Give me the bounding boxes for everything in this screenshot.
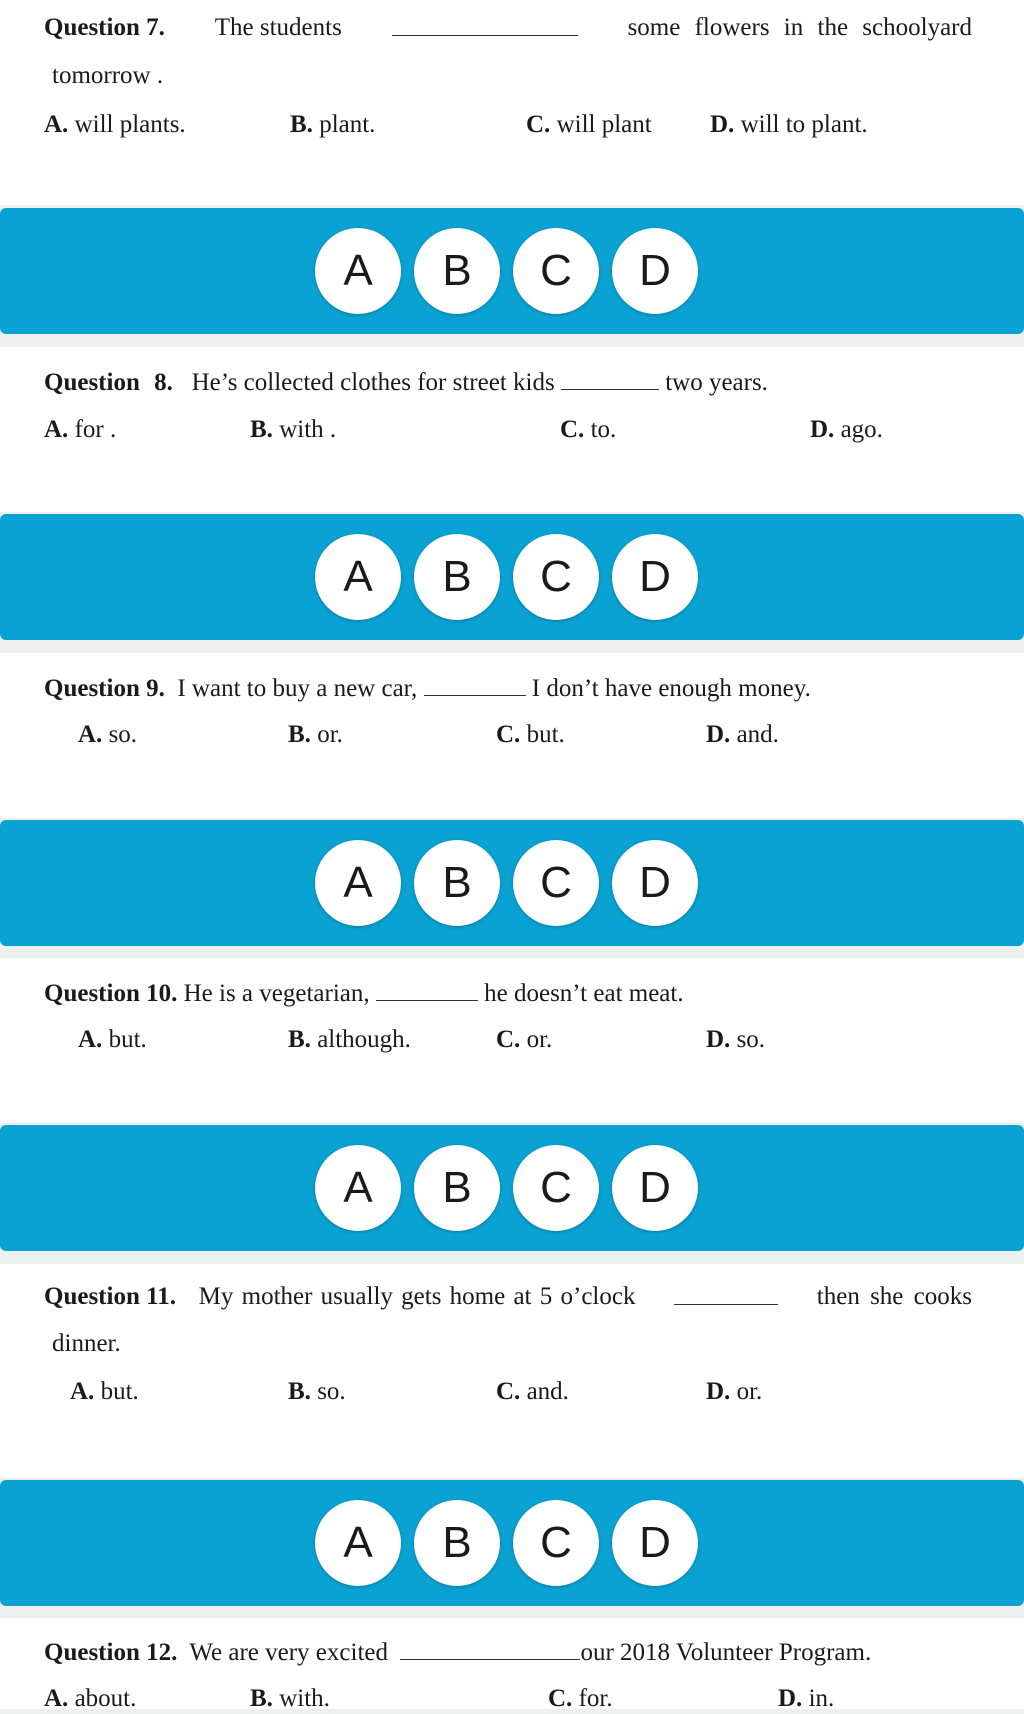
question-label: Question 7. bbox=[44, 14, 165, 41]
answer-button-d[interactable]: D bbox=[612, 1500, 698, 1586]
option-text: and. bbox=[526, 1378, 569, 1405]
answer-button-b[interactable]: B bbox=[414, 228, 500, 314]
answer-button-c[interactable]: C bbox=[513, 228, 599, 314]
option-text: or. bbox=[526, 1026, 553, 1053]
option-d[interactable] bbox=[706, 720, 779, 750]
option-letter: D. bbox=[710, 111, 735, 138]
question-11-continuation: dinner. bbox=[52, 1330, 121, 1357]
question-label: Question 12. bbox=[44, 1639, 178, 1666]
option-letter: C. bbox=[496, 1026, 521, 1053]
option-text: or. bbox=[317, 721, 343, 748]
question-card-7 bbox=[0, 0, 1024, 205]
question-text-before: He is a vegetarian, bbox=[183, 980, 370, 1007]
answer-button-c[interactable]: C bbox=[513, 1500, 599, 1586]
option-letter: A. bbox=[44, 416, 69, 443]
question-label: Question 10. bbox=[44, 980, 178, 1007]
option-letter: A. bbox=[78, 1026, 103, 1053]
answer-button-a[interactable]: A bbox=[315, 1145, 401, 1231]
answer-button-d[interactable]: D bbox=[612, 534, 698, 620]
answer-button-c[interactable]: C bbox=[513, 840, 599, 926]
option-text: will plant bbox=[556, 111, 652, 138]
option-d[interactable] bbox=[706, 1377, 762, 1407]
option-letter: C. bbox=[496, 1378, 521, 1405]
option-text: so. bbox=[108, 721, 138, 748]
option-letter: B. bbox=[290, 111, 313, 138]
option-letter: D. bbox=[706, 1026, 731, 1053]
question-12-stem bbox=[44, 1637, 871, 1668]
option-text: so. bbox=[736, 1026, 766, 1053]
option-a[interactable] bbox=[44, 110, 186, 140]
question-10-stem bbox=[44, 978, 684, 1009]
answer-button-b[interactable]: B bbox=[414, 1145, 500, 1231]
option-text: will to plant. bbox=[740, 111, 868, 138]
answer-button-a[interactable]: A bbox=[315, 228, 401, 314]
option-letter: D. bbox=[706, 1378, 731, 1405]
option-c[interactable] bbox=[496, 720, 565, 750]
answer-blank bbox=[376, 978, 478, 1001]
question-text-after: he doesn’t eat meat. bbox=[484, 980, 684, 1007]
answer-button-c[interactable]: C bbox=[513, 534, 599, 620]
answer-button-a[interactable]: A bbox=[315, 534, 401, 620]
option-text: but. bbox=[108, 1026, 147, 1053]
question-text-before: He’s collected clothes for street kids bbox=[191, 369, 555, 396]
question-11-stem bbox=[44, 1282, 972, 1312]
option-d[interactable] bbox=[706, 1025, 765, 1055]
option-b[interactable] bbox=[250, 415, 336, 445]
answer-button-d[interactable]: D bbox=[612, 840, 698, 926]
option-letter: A. bbox=[70, 1378, 95, 1405]
option-letter: C. bbox=[560, 416, 585, 443]
option-d[interactable] bbox=[810, 415, 883, 445]
option-a[interactable] bbox=[78, 720, 137, 750]
question-text-before: I want to buy a new car, bbox=[177, 675, 418, 702]
question-text-after: I don’t have enough money. bbox=[531, 675, 811, 702]
answer-button-d[interactable]: D bbox=[612, 1145, 698, 1231]
option-b[interactable] bbox=[250, 1684, 330, 1714]
answer-button-c[interactable]: C bbox=[513, 1145, 599, 1231]
option-text: about. bbox=[74, 1685, 137, 1712]
question-card-11 bbox=[0, 1264, 1024, 1478]
question-text-after: some flowers in the schoolyard bbox=[627, 14, 972, 41]
answer-blank bbox=[674, 1282, 778, 1305]
question-text-after: two years. bbox=[665, 369, 768, 396]
question-text-after: our 2018 Volunteer Program. bbox=[580, 1639, 872, 1666]
option-letter: B. bbox=[288, 1378, 311, 1405]
option-letter: B. bbox=[288, 721, 311, 748]
option-c[interactable] bbox=[496, 1025, 552, 1055]
option-a[interactable] bbox=[44, 415, 116, 445]
answer-bar-10 bbox=[0, 1125, 1024, 1251]
question-card-12 bbox=[0, 1618, 1024, 1712]
answer-bar-11 bbox=[0, 1480, 1024, 1606]
option-b[interactable] bbox=[288, 1025, 411, 1055]
option-d[interactable] bbox=[778, 1684, 834, 1714]
option-a[interactable] bbox=[44, 1684, 136, 1714]
question-card-8 bbox=[0, 347, 1024, 512]
answer-button-b[interactable]: B bbox=[414, 534, 500, 620]
question-text-before: We are very excited bbox=[189, 1639, 388, 1666]
answer-blank bbox=[392, 13, 578, 36]
question-text-before: The students bbox=[214, 14, 342, 41]
question-card-10 bbox=[0, 958, 1024, 1123]
option-a[interactable] bbox=[78, 1025, 147, 1055]
question-8-stem bbox=[44, 367, 768, 398]
option-c[interactable] bbox=[560, 415, 616, 445]
answer-button-d[interactable]: D bbox=[612, 228, 698, 314]
option-text: with. bbox=[279, 1685, 330, 1712]
answer-button-a[interactable]: A bbox=[315, 1500, 401, 1586]
option-letter: A. bbox=[44, 1685, 69, 1712]
option-letter: C. bbox=[496, 721, 521, 748]
question-9-stem bbox=[44, 673, 811, 704]
answer-bar-9 bbox=[0, 820, 1024, 946]
option-letter: B. bbox=[250, 1685, 273, 1712]
option-text: but. bbox=[100, 1378, 139, 1405]
option-letter: B. bbox=[250, 416, 273, 443]
option-text: will plants. bbox=[74, 111, 186, 138]
question-label: Question 9. bbox=[44, 675, 165, 702]
option-d[interactable] bbox=[710, 110, 868, 140]
option-b[interactable] bbox=[290, 110, 375, 140]
answer-bar-8 bbox=[0, 514, 1024, 640]
question-7-stem bbox=[44, 13, 972, 43]
question-card-9 bbox=[0, 653, 1024, 818]
option-text: for. bbox=[578, 1685, 613, 1712]
answer-button-b[interactable]: B bbox=[414, 840, 500, 926]
option-letter: B. bbox=[288, 1026, 311, 1053]
option-text: to. bbox=[590, 416, 617, 443]
option-text: plant. bbox=[319, 111, 376, 138]
option-letter: C. bbox=[548, 1685, 573, 1712]
option-c[interactable] bbox=[496, 1377, 569, 1407]
answer-blank bbox=[561, 367, 659, 390]
option-b[interactable] bbox=[288, 1377, 346, 1407]
option-b[interactable] bbox=[288, 720, 343, 750]
question-7-continuation: tomorrow . bbox=[52, 62, 164, 89]
option-letter: D. bbox=[778, 1685, 803, 1712]
question-label: Question 11. bbox=[44, 1283, 176, 1310]
option-text: but. bbox=[526, 721, 565, 748]
option-a[interactable] bbox=[70, 1377, 139, 1407]
answer-bar-7 bbox=[0, 208, 1024, 334]
option-letter: D. bbox=[706, 721, 731, 748]
option-text: although. bbox=[317, 1026, 411, 1053]
option-text: and. bbox=[736, 721, 779, 748]
option-text: with . bbox=[279, 416, 337, 443]
answer-blank bbox=[424, 673, 526, 696]
option-c[interactable] bbox=[526, 110, 652, 140]
option-letter: D. bbox=[810, 416, 835, 443]
option-text: in. bbox=[808, 1685, 835, 1712]
option-letter: A. bbox=[44, 111, 69, 138]
option-letter: A. bbox=[78, 721, 103, 748]
question-label: Question 8. bbox=[44, 369, 173, 396]
option-text: so. bbox=[317, 1378, 346, 1405]
option-c[interactable] bbox=[548, 1684, 613, 1714]
question-text-after: then she cooks bbox=[816, 1283, 972, 1310]
answer-blank bbox=[400, 1637, 580, 1660]
option-text: ago. bbox=[840, 416, 883, 443]
answer-button-b[interactable]: B bbox=[414, 1500, 500, 1586]
option-letter: C. bbox=[526, 111, 551, 138]
option-text: for . bbox=[74, 416, 117, 443]
question-text-before: My mother usually gets home at 5 o’clock bbox=[198, 1283, 636, 1310]
option-text: or. bbox=[736, 1378, 763, 1405]
answer-button-a[interactable]: A bbox=[315, 840, 401, 926]
